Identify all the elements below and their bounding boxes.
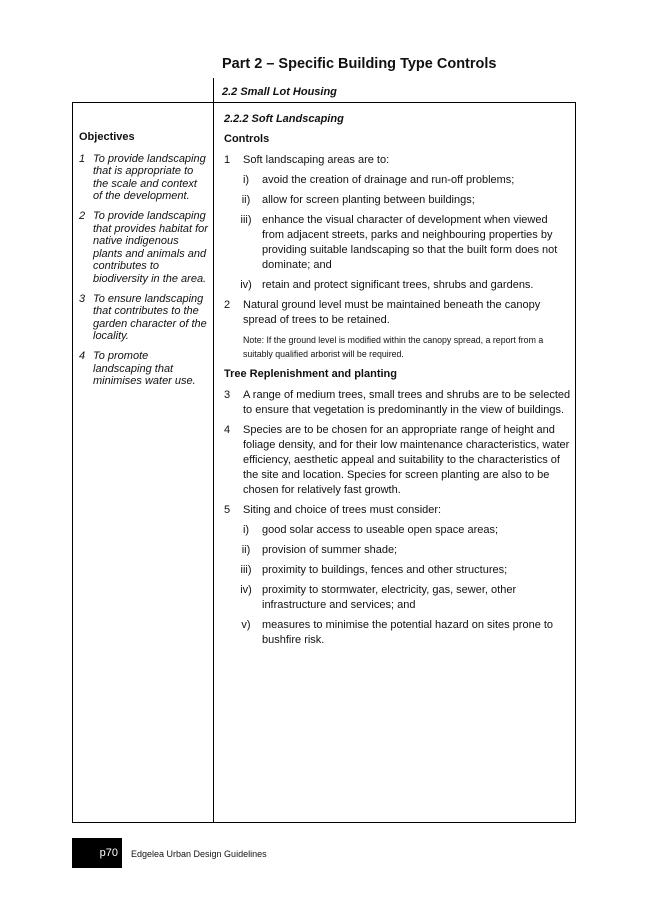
objective-text: To promote landscaping that minimises water use.: [93, 349, 196, 388]
control-text: Soft landscaping areas are to:: [243, 154, 390, 166]
objectives-column: [79, 131, 209, 395]
objective-text: To provide landscaping that is appropriate to the scale and context of the development.: [93, 152, 206, 203]
column-divider-top: [213, 78, 214, 103]
footer-document-title: Edgelea Urban Design Guidelines: [131, 849, 267, 859]
control-number: 5: [224, 504, 231, 516]
sub-item: [224, 173, 572, 188]
sub-number: iv): [240, 584, 252, 596]
sub-text: allow for screen planting between buildings;: [262, 194, 475, 206]
sub-text: proximity to stormwater, electricity, gas, sewer, other infrastructure and services; and: [262, 584, 517, 611]
control-number: 3: [224, 389, 231, 401]
control-text: Siting and choice of trees must consider:: [243, 504, 442, 516]
objective-item: [79, 293, 209, 343]
sub-number: iii): [240, 564, 252, 576]
controls-heading: Controls: [224, 133, 270, 145]
objective-text: To ensure landscaping that contributes to the garden character of the locality.: [93, 292, 207, 343]
sub-item: [224, 523, 572, 538]
sub-item: [224, 563, 572, 578]
objective-item: [79, 350, 209, 388]
objective-text: To provide landscaping that provides habitat for native indigenous plants and animals and contributes to biodiversity in the area.: [93, 209, 208, 285]
sub-text: avoid the creation of drainage and run-off problems;: [262, 174, 515, 186]
page-number: p70: [99, 847, 118, 859]
objective-item: [79, 153, 209, 203]
sub-number: iv): [240, 279, 252, 291]
control-item: [224, 298, 572, 328]
control-item: [224, 503, 572, 518]
sub-text: proximity to buildings, fences and other structures;: [262, 564, 508, 576]
page-number-badge: [72, 838, 122, 868]
objective-number: 3: [79, 292, 86, 305]
sub-item: [224, 583, 572, 613]
control-number: 2: [224, 299, 231, 311]
sub-text: retain and protect significant trees, shrubs and gardens.: [262, 279, 534, 291]
subsection-heading: Tree Replenishment and planting: [224, 368, 397, 380]
objectives-heading: Objectives: [79, 131, 135, 143]
objective-number: 1: [79, 152, 86, 165]
sub-number: v): [241, 619, 251, 631]
sub-item: [224, 278, 572, 293]
sub-text: provision of summer shade;: [262, 544, 398, 556]
section-title: 2.2.2 Soft Landscaping: [224, 113, 344, 125]
control-text: Natural ground level must be maintained beneath the canopy spread of trees to be retained.: [243, 299, 541, 326]
control-item: [224, 388, 572, 418]
objective-number: 4: [79, 349, 86, 362]
page-title: Part 2 – Specific Building Type Controls: [222, 56, 497, 72]
control-text: A range of medium trees, small trees and shrubs are to be selected to ensure that vegetation is predominantly in the view of buildings.: [243, 389, 571, 416]
control-item: [224, 153, 572, 168]
objective-item: [79, 210, 209, 286]
sub-item: [224, 543, 572, 558]
sub-number: ii): [241, 194, 251, 206]
control-item: [224, 423, 572, 498]
content-table: [72, 102, 576, 823]
controls-column: [224, 112, 572, 653]
section-subtitle: 2.2 Small Lot Housing: [222, 86, 337, 98]
objective-number: 2: [79, 209, 86, 222]
column-divider: [213, 103, 214, 822]
sub-text: good solar access to useable open space areas;: [262, 524, 499, 536]
note-text: Note: If the ground level is modified within the canopy spread, a report from a suitably qualified arborist will be required.: [243, 335, 544, 359]
sub-number: i): [242, 174, 250, 186]
sub-number: i): [242, 524, 250, 536]
control-number: 4: [224, 424, 231, 436]
sub-number: ii): [241, 544, 251, 556]
sub-text: enhance the visual character of development when viewed from adjacent streets, parks and neighbouring properties by providing suitable landscaping so that the built form does not dominate; and: [262, 214, 558, 271]
sub-item: [224, 213, 572, 273]
sub-item: [224, 618, 572, 648]
sub-number: iii): [240, 214, 252, 226]
control-text: Species are to be chosen for an appropriate range of height and foliage density, and for their low maintenance characteristics, water efficiency, aesthetic appeal and suitability to the characteristics of the site and location. Species for screen planting are also to be chosen for relatively fast growth.: [243, 424, 570, 496]
control-number: 1: [224, 154, 231, 166]
sub-text: measures to minimise the potential hazard on sites prone to bushfire risk.: [262, 619, 554, 646]
sub-item: [224, 193, 572, 208]
